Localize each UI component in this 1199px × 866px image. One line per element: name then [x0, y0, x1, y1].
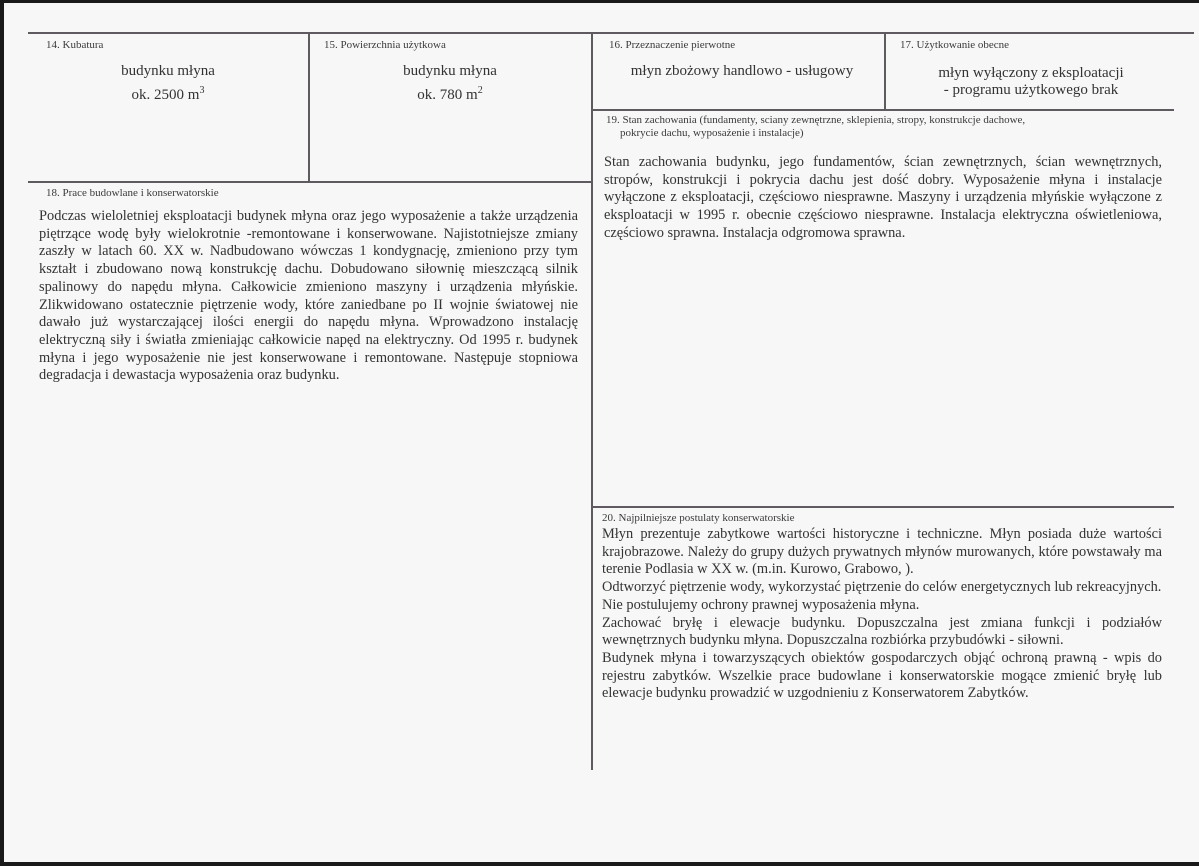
- field-17-label: 17. Użytkowanie obecne: [900, 39, 1010, 51]
- rule-above-20: [591, 506, 1174, 508]
- top-rule: [28, 32, 1194, 34]
- field-20-paragraph-5: Budynek młyna i towarzyszących obiektów gospodarczych objąć ochroną prawną - wpis do rejestru zabytków. Wszelkie prace budowlane i konserwatorskie mogące zmienić bryłę lub elewacje budynku prowadzić w uzgodnieniu z Konserwatorem Zabytków.: [602, 649, 1162, 702]
- field-20-paragraph-3: Nie postulujemy ochrony prawnej wyposażenia młyna.: [602, 596, 920, 613]
- field-15-value-line2: [350, 84, 550, 106]
- field-20-text: [602, 526, 1162, 703]
- field-14-label: 14. Kubatura: [46, 39, 104, 51]
- field-19-paragraph: Stan zachowania budynku, jego fundamentów, ścian zewnętrznych, ścian wewnętrznych, stropów, konstrukcji i pokrycia dachu jest dość dobry. Wyposażenie młyna i instalacje wyłączone z eksploatacji, częściowo niesprawne. Maszyny i urządzenia młyńskie wyłączone z eksploatacji w 1995 r. obecnie częściowo niesprawne. Instalacja elektryczna oświetleniowa, częściowo sprawna. Instalacja odgromowa sprawna.: [604, 154, 1162, 241]
- field-14-value-line2: [68, 84, 268, 106]
- field-19-label-line2: pokrycie dachu, wyposażenie i instalacje): [620, 127, 804, 139]
- field-18-text: [39, 208, 578, 385]
- field-15-unit-exponent: 2: [477, 85, 483, 96]
- divider-14-15: [308, 32, 310, 182]
- field-18-paragraph: Podczas wieloletniej eksploatacji budynek młyna oraz jego wyposażenie a także urządzenia piętrzące wodę były wielokrotnie -remontowane i konserwowane. Najistotniejsze zmiany zaszły w latach 60. XX w. Nadbudowano wówczas 1 kondygnację, zmieniono przy tym kształt i zbudowano nową konstrukcję dachu. Dobudowano siłownię mieszczącą silnik spalinowy do napędu młyna. Całkowicie zmieniono maszyny i urządzenia młyńskie. Zlikwidowano ostatecznie piętrzenie wody, które zaniedbane po II wojnie światowej nie dawało już wystarczającej ilości energii do napędu młyna. Wprowadzono instalację elektryczną siły i światła zmieniając całkowicie napęd na elektryczny. Od 1995 r. budynek młyna i jego wyposażenie nie jest konserwowane i remontowane. Następuje stopniowa degradacja i dewastacja wyposażenia oraz budynku.: [39, 208, 578, 384]
- field-20-label: 20. Najpilniejsze postulaty konserwatorskie: [602, 512, 795, 524]
- rule-above-19: [591, 109, 1174, 111]
- document-page: [4, 3, 1199, 862]
- center-divider: [591, 32, 593, 770]
- field-14-value-line1: budynku młyna: [121, 63, 215, 79]
- field-14-volume: ok. 2500 m: [131, 87, 200, 103]
- field-15-label: 15. Powierzchnia użytkowa: [324, 39, 446, 51]
- rule-above-18: [28, 181, 592, 183]
- field-16-value: młyn zbożowy handlowo - usługowy: [630, 63, 854, 79]
- field-15-area: ok. 780 m: [417, 87, 478, 103]
- field-19-label-line1: 19. Stan zachowania (fundamenty, sciany zewnętrzne, sklepienia, stropy, konstrukcje dachowe,: [606, 114, 1026, 126]
- field-17-value-line2: - programu użytkowego brak: [943, 82, 1119, 98]
- field-15-value-line1: budynku młyna: [403, 63, 497, 79]
- field-17-value-line1: młyn wyłączony z eksploatacji: [938, 65, 1124, 81]
- field-14-unit-exponent: 3: [199, 85, 205, 96]
- field-20-paragraph-1: Młyn prezentuje zabytkowe wartości historyczne i techniczne. Młyn posiada duże wartości krajobrazowe. Należy do grupy dużych prywatnych młynów murowanych, które powstawały ma terenie Podlasia w XX w. (m.in. Kurowo, Grabowo, ).: [602, 526, 1162, 578]
- field-19-text: [604, 154, 1162, 243]
- field-20-paragraph-2: Odtworzyć piętrzenie wody, wykorzystać piętrzenie do celów energetycznych lub rekreacyjnych.: [602, 579, 1162, 596]
- field-16-label: 16. Przeznaczenie pierwotne: [609, 39, 736, 51]
- field-18-label: 18. Prace budowlane i konserwatorskie: [46, 187, 219, 199]
- field-20-paragraph-4: Zachować bryłę i elewacje budynku. Dopuszczalna jest zmiana funkcji i podziałów wewnętrznych budynku młyna. Dopuszczalna rozbiórka przybudówki - siłowni.: [602, 614, 1162, 649]
